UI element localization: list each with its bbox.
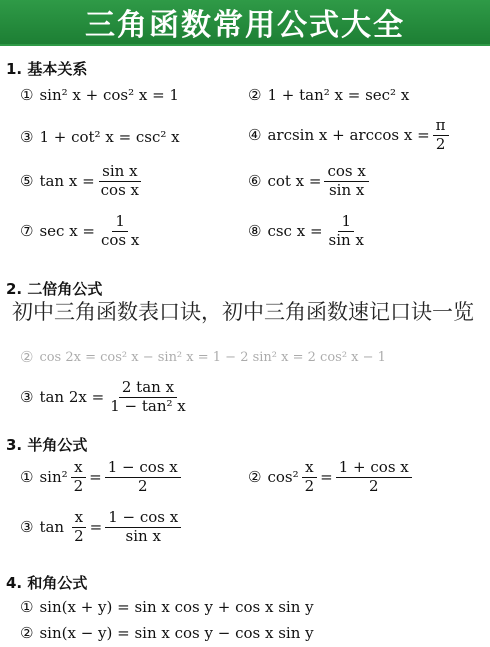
denominator: sin x bbox=[125, 526, 161, 545]
formula-sum-1 bbox=[20, 598, 314, 616]
denominator: 2 bbox=[73, 476, 84, 495]
fraction bbox=[98, 214, 142, 249]
numerator: x bbox=[72, 510, 86, 528]
formula-basic-6 bbox=[248, 164, 372, 199]
overlay-caption: 初中三角函数表口诀，初中三角函数速记口诀一览 bbox=[12, 300, 474, 324]
formula-text: 1 + tan² x = sec² x bbox=[267, 86, 410, 104]
denominator: sin x bbox=[328, 230, 364, 249]
section-heading-double: 2. 二倍角公式 bbox=[6, 280, 103, 298]
numerator: 1 − cos x bbox=[105, 460, 181, 478]
marker-2: ② bbox=[248, 468, 262, 487]
formula-text: 1 + cot² x = csc² x bbox=[39, 128, 180, 146]
marker-6: ⑥ bbox=[248, 172, 262, 191]
marker-2: ② bbox=[20, 348, 34, 366]
fraction bbox=[98, 164, 142, 199]
equals-sign: = bbox=[89, 468, 102, 487]
fraction bbox=[336, 460, 412, 495]
formula-half-1 bbox=[20, 460, 184, 495]
formula-half-3 bbox=[20, 510, 184, 545]
denominator: 2 bbox=[137, 476, 148, 495]
section-heading-sum: 4. 和角公式 bbox=[6, 574, 88, 592]
numerator: π bbox=[433, 118, 449, 136]
denominator: 2 bbox=[304, 476, 315, 495]
formula-double-2 bbox=[20, 348, 386, 366]
marker-2: ② bbox=[248, 86, 262, 104]
fraction bbox=[433, 118, 449, 153]
fraction bbox=[324, 164, 368, 199]
section-heading-basic: 1. 基本关系 bbox=[6, 60, 88, 78]
formula-basic-4 bbox=[248, 118, 452, 153]
formula-lhs: tan x = bbox=[39, 172, 95, 191]
numerator: 1 bbox=[338, 214, 354, 232]
formula-lhs: arcsin x + arccos x = bbox=[267, 126, 430, 145]
formula-text: sin(x + y) = sin x cos y + cos x sin y bbox=[39, 598, 314, 616]
marker-3: ③ bbox=[20, 128, 34, 146]
formula-lhs: sec x = bbox=[39, 222, 95, 241]
marker-5: ⑤ bbox=[20, 172, 34, 191]
marker-4: ④ bbox=[248, 126, 262, 145]
marker-1: ① bbox=[20, 598, 34, 616]
formula-lhs: sin² bbox=[39, 468, 68, 487]
formula-basic-5 bbox=[20, 164, 145, 199]
numerator: 1 − cos x bbox=[105, 510, 181, 528]
equals-sign: = bbox=[89, 518, 103, 537]
formula-lhs: csc x = bbox=[267, 222, 323, 241]
fraction bbox=[107, 380, 189, 415]
formula-lhs: tan bbox=[39, 518, 65, 537]
formula-double-3 bbox=[20, 380, 192, 415]
formula-text: sin² x + cos² x = 1 bbox=[39, 86, 179, 104]
marker-8: ⑧ bbox=[248, 222, 262, 241]
section-heading-half: 3. 半角公式 bbox=[6, 436, 88, 454]
fraction bbox=[326, 214, 367, 249]
banner-divider bbox=[0, 44, 490, 46]
denominator: cos x bbox=[101, 230, 140, 249]
fraction bbox=[105, 460, 181, 495]
formula-sum-2 bbox=[20, 624, 314, 642]
fraction bbox=[71, 510, 87, 545]
numerator: x bbox=[302, 460, 316, 478]
formula-lhs: cos² bbox=[267, 468, 299, 487]
marker-1: ① bbox=[20, 468, 34, 487]
numerator: x bbox=[71, 460, 85, 478]
denominator: 2 bbox=[368, 476, 379, 495]
title-banner bbox=[0, 0, 490, 44]
numerator: sin x bbox=[99, 164, 140, 182]
numerator: 2 tan x bbox=[119, 380, 177, 398]
formula-basic-2 bbox=[248, 86, 409, 104]
denominator: 2 bbox=[435, 134, 446, 153]
denominator: cos x bbox=[100, 180, 140, 199]
marker-1: ① bbox=[20, 86, 34, 104]
fraction bbox=[302, 460, 318, 495]
denominator: sin x bbox=[328, 180, 365, 199]
formula-basic-8 bbox=[248, 214, 370, 249]
denominator: 2 bbox=[74, 526, 84, 545]
marker-7: ⑦ bbox=[20, 222, 34, 241]
marker-2: ② bbox=[20, 624, 34, 642]
marker-3: ③ bbox=[20, 518, 34, 537]
formula-basic-1 bbox=[20, 86, 179, 104]
numerator: 1 + cos x bbox=[336, 460, 412, 478]
fraction bbox=[105, 510, 181, 545]
marker-3: ③ bbox=[20, 388, 34, 407]
formula-basic-3 bbox=[20, 128, 180, 146]
formula-half-2 bbox=[248, 460, 415, 495]
formula-lhs: cot x = bbox=[267, 172, 322, 191]
numerator: cos x bbox=[324, 164, 368, 182]
fraction bbox=[71, 460, 87, 495]
banner-title: 三角函数常用公式大全 bbox=[85, 8, 405, 43]
formula-basic-7 bbox=[20, 214, 145, 249]
formula-lhs: tan 2x = bbox=[39, 388, 105, 407]
formula-text: cos 2x = cos² x − sin² x = 1 − 2 sin² x = 2 cos² x − 1 bbox=[39, 349, 386, 365]
denominator: 1 − tan² x bbox=[110, 396, 186, 415]
formula-text: sin(x − y) = sin x cos y − cos x sin y bbox=[39, 624, 314, 642]
equals-sign: = bbox=[320, 468, 333, 487]
numerator: 1 bbox=[112, 214, 128, 232]
